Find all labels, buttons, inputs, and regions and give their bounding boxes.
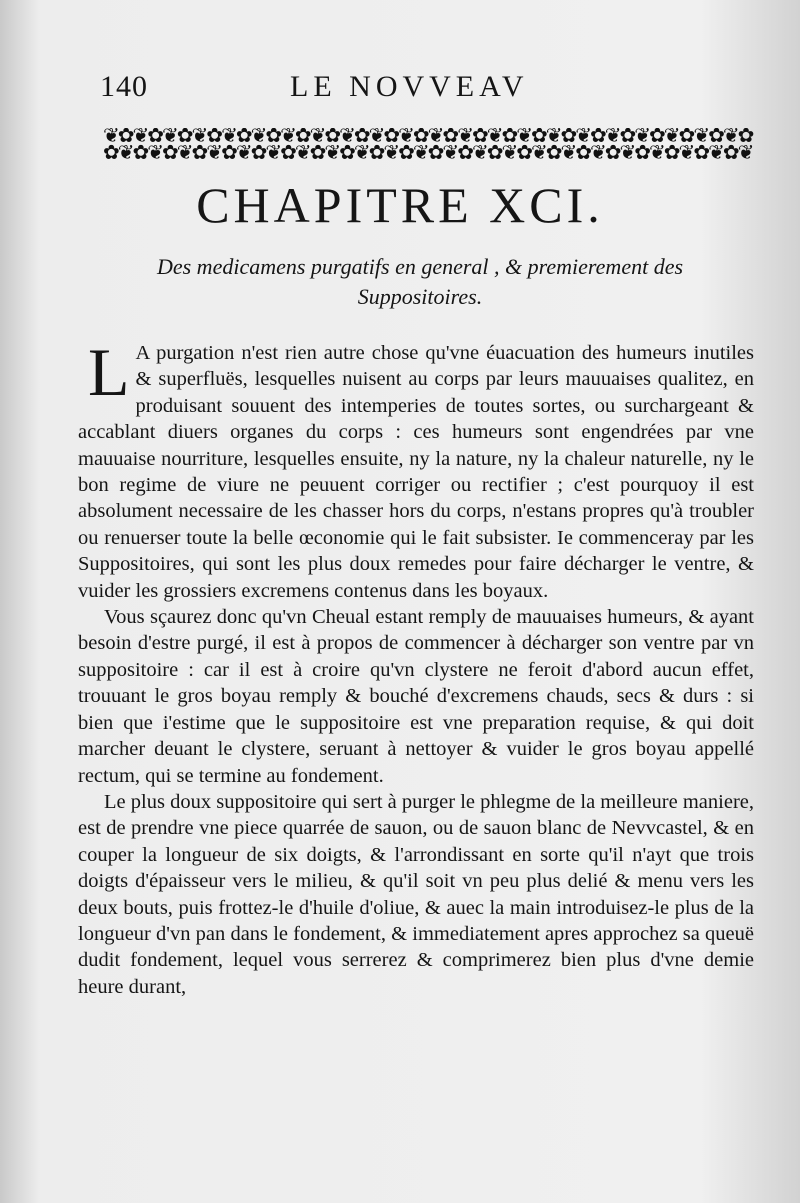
paragraph-1-text: A purgation n'est rien autre chose qu'vne éuacuation des humeurs inutiles & superfluës, lesquelles nuisent au corps par leurs mauuaises qualitez, en produisant souuent des intemperies de toutes sortes, ou surchargeant & accablant diuers organes du corps : ces humeurs sont engendrées par vne mauuaise nourriture, lesquelles ensuite, ny la nature, ny la chaleur naturelle, ny le bon regime de viure ne peuuent corriger ou rectifier ; c'est pourquoy il est absolument necessaire de les chasser hors du corps, n'estans propres qu'à troubler ou renuerser toute la belle œconomie qui le fait subsister. Ie commenceray par les Suppositoires, qui sont les plus doux remedes pour faire décharger le ventre, & vuider les grossiers excremens contenus dans les boyaux. bbox=[78, 342, 754, 602]
chapter-title: CHAPITRE XCI. bbox=[196, 177, 604, 233]
drop-cap: L bbox=[88, 334, 130, 410]
paragraph-1 bbox=[78, 334, 754, 604]
chapter-subtitle: Des medicamens purgatifs en general , & premierement des Suppositoires. bbox=[156, 254, 684, 309]
page-number: 140 bbox=[100, 70, 148, 103]
paragraph-3: Le plus doux suppositoire qui sert à purger le phlegme de la meilleure maniere, est de prendre vne piece quarrée de sauon, ou de sauon blanc de Nevvcastel, & en couper la longueur de six doigts, & l'arrondissant en sorte qu'il n'ayt que trois doigts d'épaisseur vers le milieu, & qu'il soit vn peu plus delié & menu vers les deux bouts, puis frottez-le d'huile d'oliue, & auec la main introduisez-le plus de la longueur d'vn pan dans le fondement, & immediatement apres approchez sa queuë dudit fondement, lequel vous serrerez & comprimerez bien plus d'vne demie heure durant, bbox=[78, 790, 754, 998]
paragraph-2: Vous sçaurez donc qu'vn Cheual estant remply de mauuaises humeurs, & ayant besoin d'estre purgé, il est à propos de commencer à décharger son ventre par vn suppositoire : car il est à croire qu'vn clystere ne feroit d'abord aucun effet, trouuant le gros boyau remply & bouché d'excremens chauds, secs & durs : si bien que i'estime que le suppositoire est vne preparation requise, & qui doit marcher deuant le clystere, seruant à nettoyer & vuider le gros boyau appellé rectum, qui se termine au fondement. bbox=[78, 606, 754, 787]
ornament-row-top: ❦✿❦✿❦✿❦✿❦✿❦✿❦✿❦✿❦✿❦✿❦✿❦✿❦✿❦✿❦✿❦✿❦✿❦✿❦✿❦✿❦✿❦✿ bbox=[103, 128, 753, 147]
ornament-band bbox=[103, 128, 755, 164]
body-text bbox=[78, 334, 754, 1000]
running-title: LE NOVVEAV bbox=[290, 70, 529, 103]
ornament-row-bottom: ✿❦✿❦✿❦✿❦✿❦✿❦✿❦✿❦✿❦✿❦✿❦✿❦✿❦✿❦✿❦✿❦✿❦✿❦✿❦✿❦✿❦✿❦ bbox=[103, 142, 753, 164]
running-head bbox=[100, 70, 740, 110]
